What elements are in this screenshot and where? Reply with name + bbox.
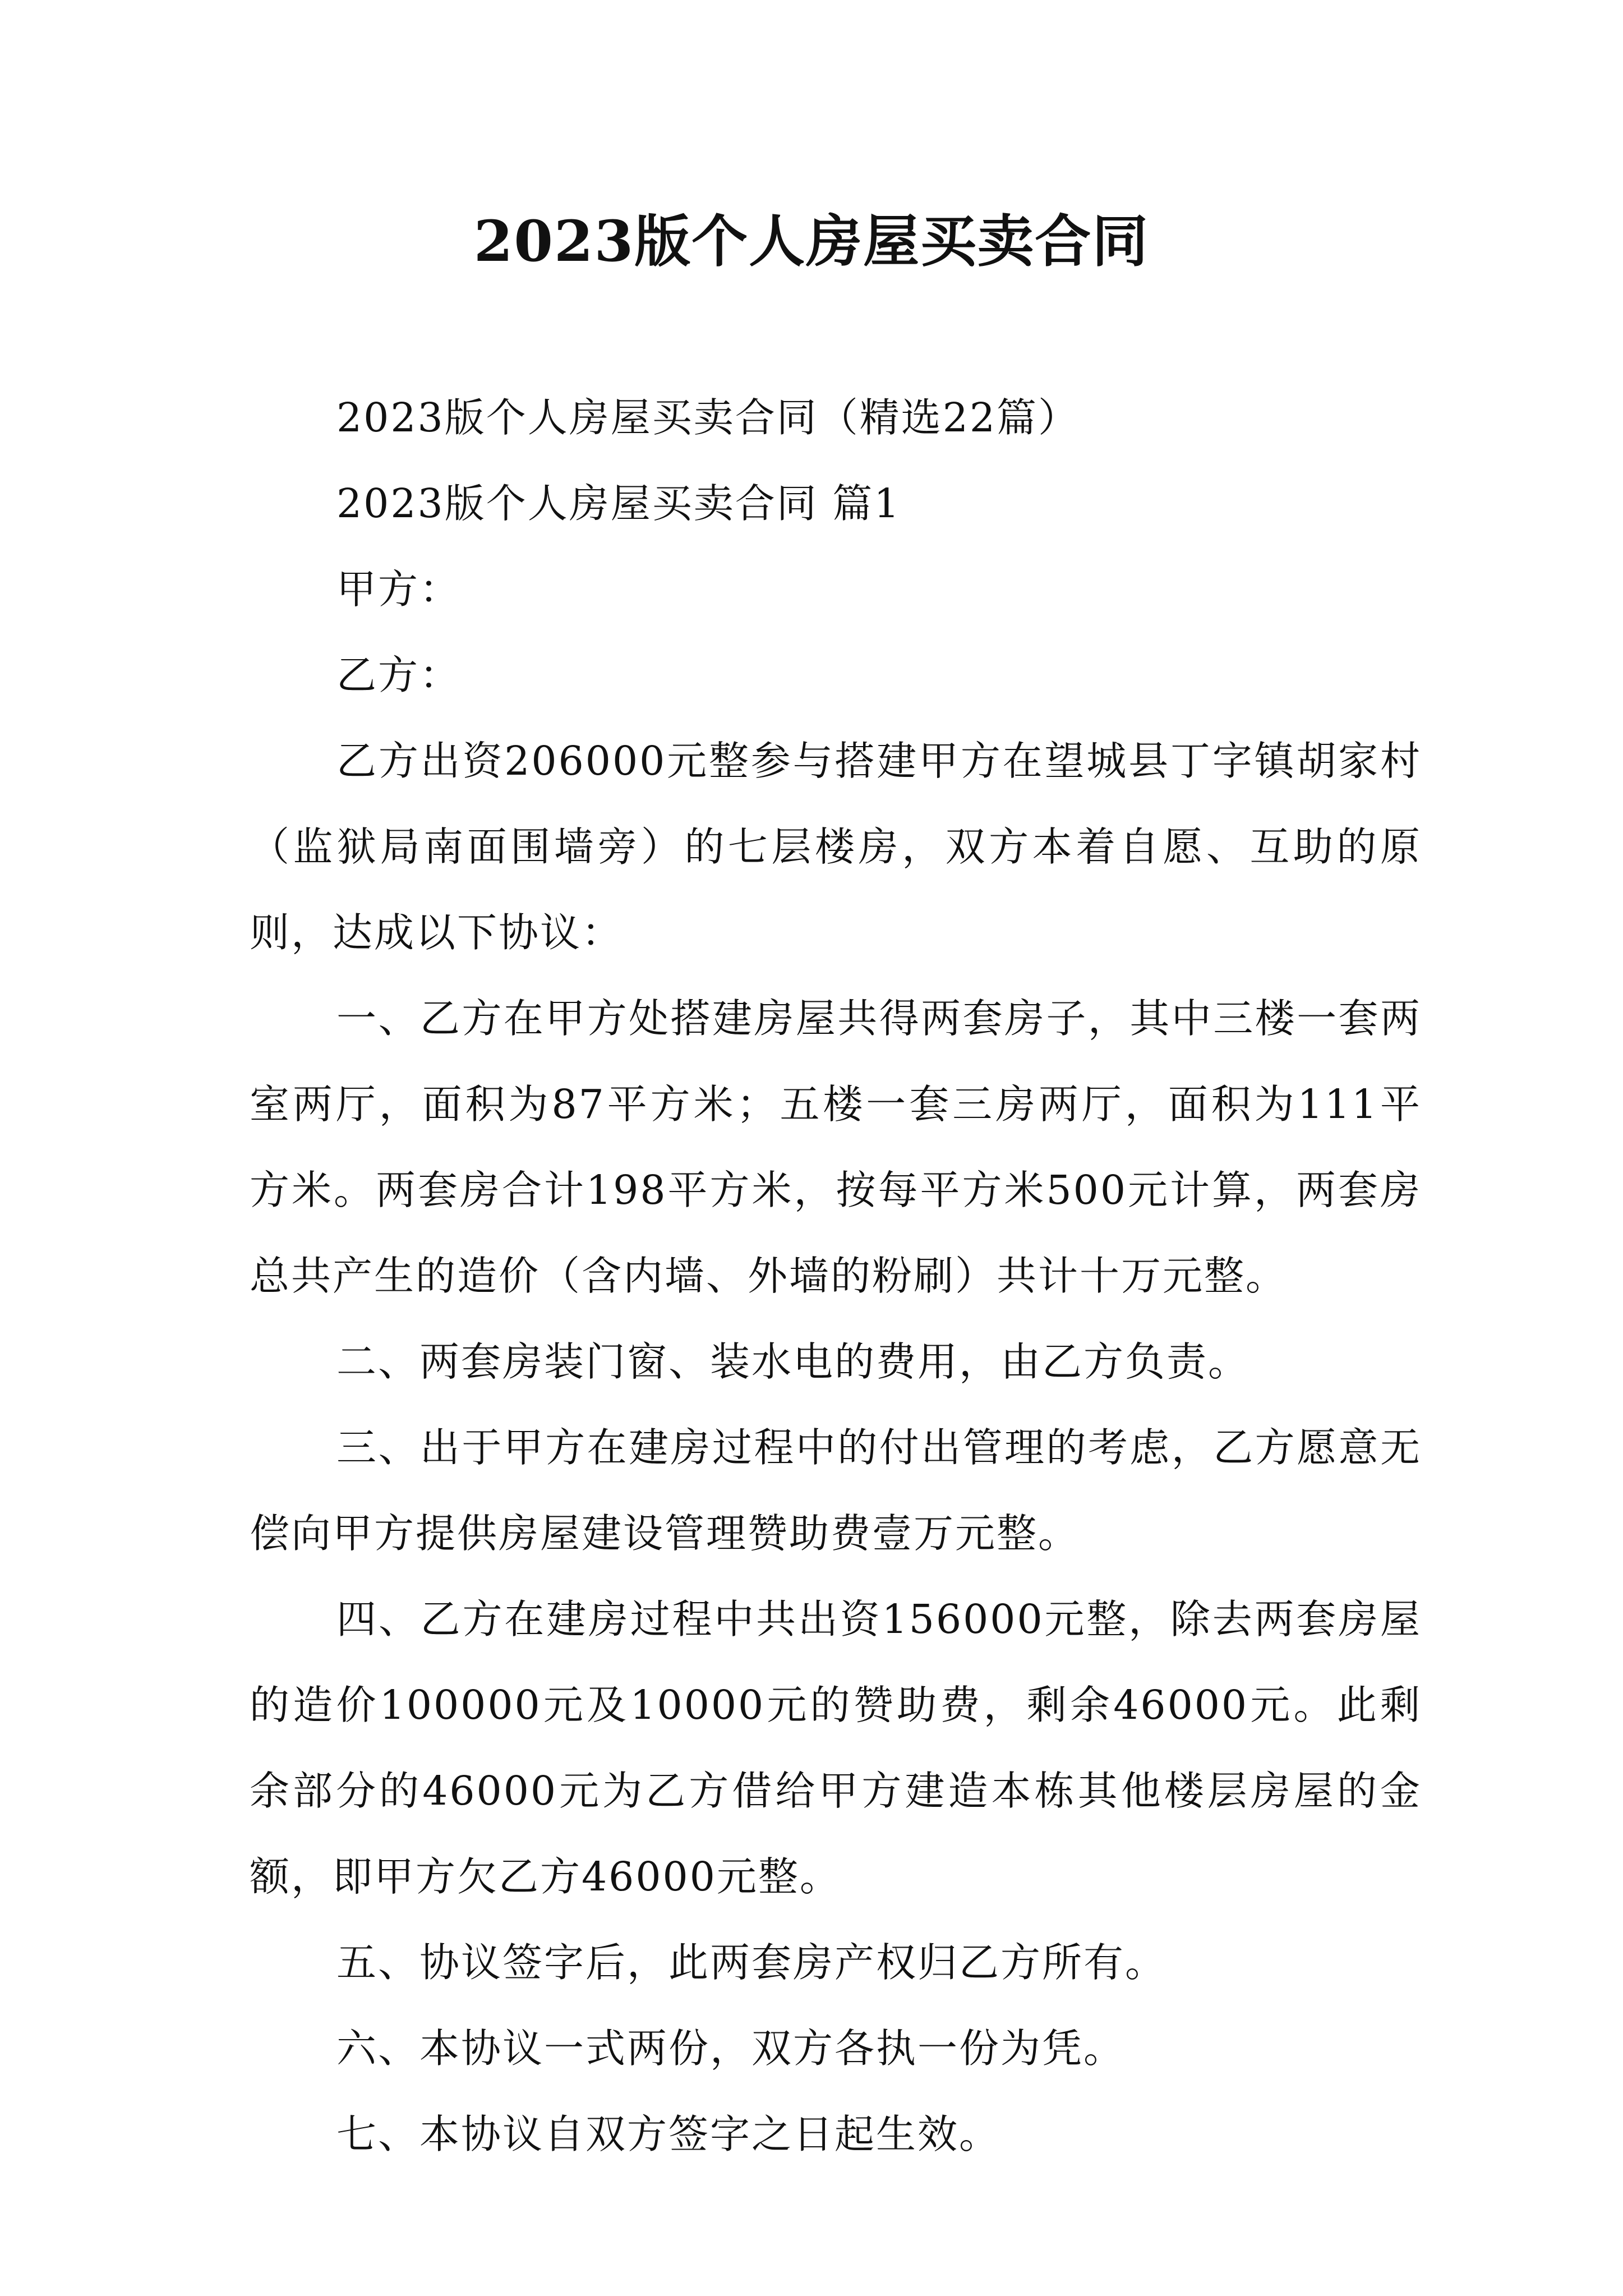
clause-3: 三、出于甲方在建房过程中的付出管理的考虑，乙方愿意无偿向甲方提供房屋建设管理赞助费壹万元整。 xyxy=(250,1424,1422,1557)
subtitle-collection: 2023版个人房屋买卖合同（精选22篇） xyxy=(336,394,1080,441)
clause-2: 二、两套房装门窗、装水电的费用，由乙方负责。 xyxy=(336,1338,1250,1385)
clause-4: 四、乙方在建房过程中共出资156000元整，除去两套房屋的造价100000元及10000元的赞助费，剩余46000元。此剩余部分的46000元为乙方借给甲方建造本栋其他楼层房屋的金额，即甲方欠乙方46000元整。 xyxy=(250,1596,1422,1900)
section-heading: 2023版个人房屋买卖合同 篇1 xyxy=(336,480,901,527)
document-body xyxy=(250,375,1422,2177)
party-b-line: 乙方： xyxy=(336,652,462,698)
intro-paragraph: 乙方出资206000元整参与搭建甲方在望城县丁字镇胡家村（监狱局南面围墙旁）的七层楼房，双方本着自愿、互助的原则，达成以下协议： xyxy=(250,738,1422,956)
clause-6: 六、本协议一式两份，双方各执一份为凭。 xyxy=(336,2025,1126,2072)
clause-7: 七、本协议自双方签字之日起生效。 xyxy=(336,2111,1001,2157)
document-title: 2023版个人房屋买卖合同 xyxy=(473,208,1150,274)
clause-5: 五、协议签字后，此两套房产权归乙方所有。 xyxy=(336,1939,1167,1986)
party-a-line: 甲方： xyxy=(336,566,462,613)
clause-1: 一、乙方在甲方处搭建房屋共得两套房子，其中三楼一套两室两厅，面积为87平方米；五楼一套三房两厅，面积为111平方米。两套房合计198平方米，按每平方米500元计算，两套房总共产生的造价（含内墙、外墙的粉刷）共计十万元整。 xyxy=(250,995,1422,1299)
